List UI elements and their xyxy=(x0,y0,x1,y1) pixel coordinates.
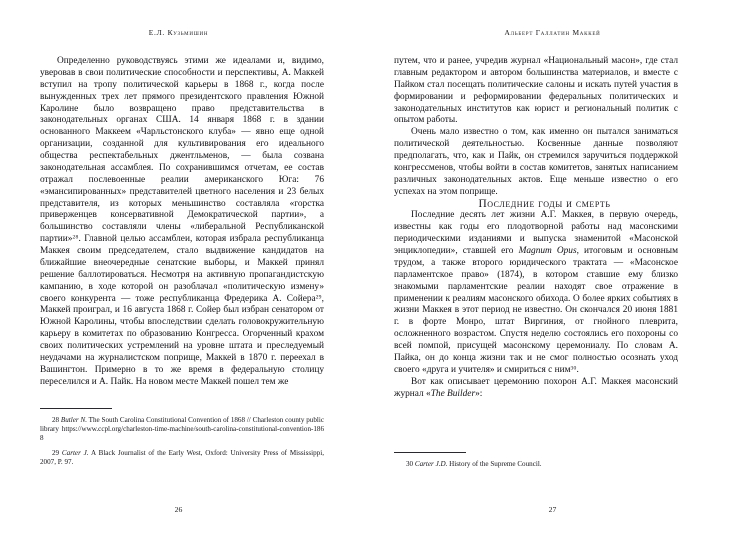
body-text-run: Определенно руководствуясь этими же идеалами и, видимо, уверовав в свои политические способности и перспективы, А. Маккей вступил на тропу политической карьеры в 1868 г., когда после вынужденных трех лет прямого президентского правления Южной Каролине было возвращено право представительства в законодательных органах США. 14 января 1868 г. в здании основанного Маккеем «Чарльстонского клуба» — явно еще одной организации, созданной для культивирования его идеального общества респектабельных джентльменов, — была созвана законодательная ассамблея. По сохранившимся отчетам, ее состав отражал послевоенные реалии американского Юга: 76 «эмансипированных» представителей цветного населения и 23 белых представителя, из которых меньшинство составляла «горстка приверженцев консервативной Демократической партии», а большинство составляли члены «либеральной Республиканской партии» xyxy=(40,56,324,245)
left-page-running-head: Е.Л. Кузьмишин xyxy=(148,28,209,37)
left-page xyxy=(0,0,365,540)
footnote-number: 29 xyxy=(52,449,60,458)
left-page-footnotes xyxy=(40,408,324,467)
footnote-separator-rule xyxy=(40,408,112,409)
body-text-run: , Маккей проиграл, и 16 августа 1868 г. Сойер был избран сенатором от Южной Каролины, чтобы впоследствии сделать головокружительную карьеру в комитетах по образованию Конгресса. Огорченный крахом своих политических устремлений на уровне штата и преследуемый неудачами на журналистском поприще, Маккей в 1870 г. переехал в Вашингтон. Примерно в то же время в федеральную столицу переселился и А. Пайк. На новом месте Маккей пошел тем же xyxy=(40,293,324,387)
paragraph xyxy=(394,377,678,401)
footnote-number: 30 xyxy=(406,459,414,468)
body-text-run: Последние десять лет жизни А.Г. Маккея, в первую очередь, известны как годы его плодотворной работы над масонскими периодическими изданиями и выпуска знаменитой «Масонской энциклопедии», ставшей его xyxy=(394,210,678,256)
body-text-run: . Главной целью ассамблеи, которая избрала республиканца Маккея своим председателем, стало выдвижение кандидатов на ближайшие внеочередные сенатские выборы, и Маккей принял решение баллотироваться. Несмотря на активную пропагандистскую кампанию, в ходе которой он разоблачал «политическую измену» своего конкурента — тоже республиканца Фредерика А. Сойера xyxy=(40,234,324,304)
footnote-text: A Black Journalist of the Early West, Oxford: University Press of Mississippi, 2007, P. 97. xyxy=(40,449,324,467)
right-page-number: 27 xyxy=(548,505,557,514)
footnote-marker-30[interactable]: 30 xyxy=(570,365,577,372)
body-text-run: , итоговым и основным трудом, а также второго юридического трактата — «Масонское парламентское право» (1874), в котором ставшие ему близко знакомыми парламентские реалии находят свое отражение в применении к реалиям масонского обихода. О более ярких событиях в жизни Маккея в этот период не известно. Он скончался 20 июня 1881 г. в форте Монро, штат Виргиния, от гнойного плеврита, осложненного возрастом. Спустя неделю состоялись его похороны со всей помпой, присущей масонскому церемониалу. По словам А. Пайка, он до конца жизни так и не смог полностью осознать уход своего «друга и учителя» и смириться с ним xyxy=(394,246,678,375)
paragraph: путем, что и ранее, учредив журнал «Национальный масон», где стал главным редактором и автором большинства материалов, и вместе с Пайком стал посещать политические салоны и искать путей участия в формировании и реформировании федеральных политических и законодательных институтов как юрист и региональный политик с опытом работы. xyxy=(394,56,678,126)
paragraph xyxy=(394,210,678,376)
body-text-run: »: xyxy=(475,388,483,399)
footnote-author: Carter J.D. xyxy=(414,459,448,468)
left-page-body-text xyxy=(40,56,324,389)
footnote-url[interactable]: https://www.ccpl.org/charleston-time-machine/south-carolina-constitutional-convention-1868 xyxy=(40,424,324,442)
right-page xyxy=(366,0,731,540)
footnote-separator-rule xyxy=(394,452,466,453)
journal-title: The Builder xyxy=(430,388,476,399)
footnote-marker-29[interactable]: 29 xyxy=(315,294,322,301)
footnote-author: Carter J. xyxy=(61,449,89,458)
paragraph: Очень мало известно о том, как именно он пытался заниматься политической деятельностью. Косвенные данные позволяют предполагать, что, как и Пайк, он стремился заручиться поддержкой конгрессменов, чтобы войти в состав комитетов, занятых написанием различных законодательных актов. Еще меньше известно о его успехах на этом поприще. xyxy=(394,127,678,197)
footnote-number: 28 xyxy=(52,415,60,424)
footnote-marker-28[interactable]: 28 xyxy=(72,234,79,241)
right-page-footnotes xyxy=(394,452,678,469)
body-text-run: . xyxy=(576,364,579,375)
left-page-number: 26 xyxy=(174,505,183,514)
footnote-text: History of the Supreme Council. xyxy=(447,459,542,468)
right-page-body-text xyxy=(394,56,678,400)
footnote-item xyxy=(394,460,678,469)
footnote-author: Butler N. xyxy=(60,415,87,424)
footnote-item xyxy=(40,416,324,443)
section-heading: Последние годы и смерть xyxy=(478,197,611,210)
footnote-item xyxy=(40,449,324,467)
right-page-running-head: Альберт Галлатин Маккей xyxy=(504,28,601,37)
footnote-text: The South Carolina Constitutional Convention of 1868 // Charleston county public library xyxy=(40,415,324,433)
body-text-run: Вот как описывает церемонию похорон А.Г. Маккея масонский журнал « xyxy=(394,376,678,399)
paragraph xyxy=(40,56,324,389)
emphasized-term: Magnum Opus xyxy=(518,246,577,256)
